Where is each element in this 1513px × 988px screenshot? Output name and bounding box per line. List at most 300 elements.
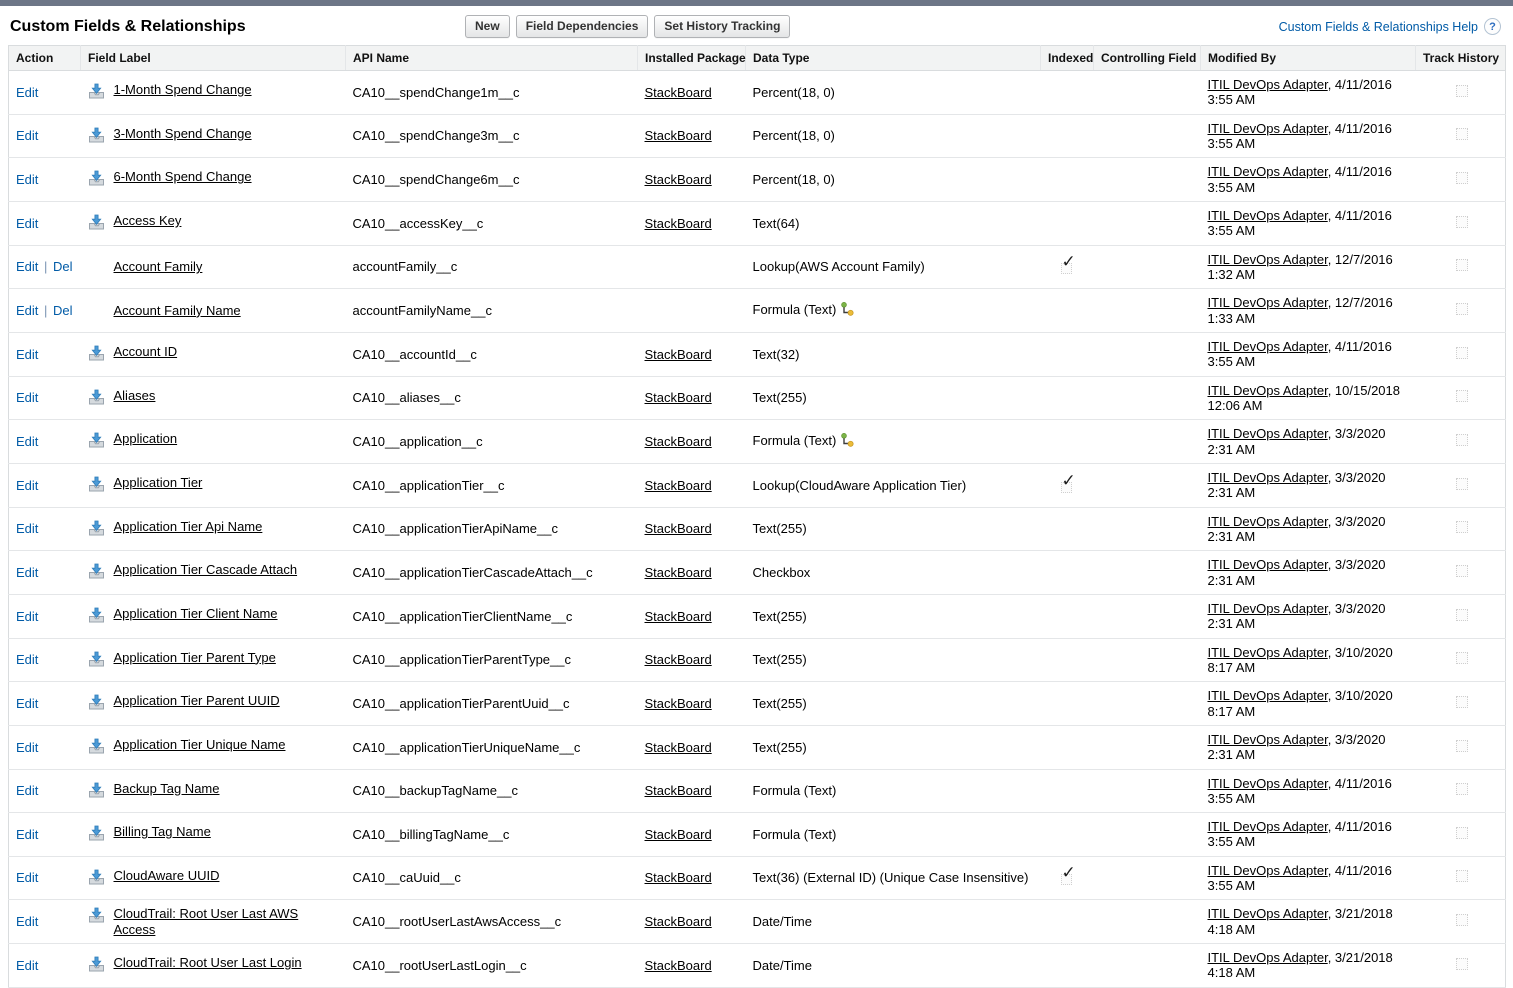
- page-title: Custom Fields & Relationships: [10, 17, 246, 35]
- modified-by-user-link[interactable]: ITIL DevOps Adapter: [1207, 77, 1328, 92]
- question-mark-icon[interactable]: ?: [1484, 18, 1501, 35]
- check-mark-icon: ✓: [1061, 252, 1076, 272]
- installed-package-link[interactable]: StackBoard: [644, 521, 712, 537]
- field-label-cell: [81, 551, 346, 595]
- column-header-data-type: Data Type: [746, 46, 1041, 71]
- track-history-checkbox[interactable]: [1456, 216, 1468, 228]
- installed-package-icon: [88, 650, 114, 670]
- edit-link[interactable]: Edit: [16, 914, 39, 930]
- field-label-link[interactable]: Backup Tag Name: [113, 780, 220, 796]
- edit-link[interactable]: Edit: [16, 390, 39, 406]
- track-history-cell: [1416, 245, 1506, 289]
- installed-package-cell: [638, 158, 746, 202]
- action-separator: |: [40, 259, 52, 275]
- track-history-checkbox[interactable]: [1456, 609, 1468, 621]
- field-label-link[interactable]: Access Key: [113, 213, 182, 229]
- column-header-api-name: API Name: [346, 46, 638, 71]
- installed-package-icon: [88, 213, 114, 233]
- data-type-text: Percent(18, 0): [752, 171, 835, 187]
- data-type-text: Text(255): [752, 608, 807, 624]
- modified-by-user-link[interactable]: ITIL DevOps Adapter: [1207, 382, 1328, 398]
- controlling-field-cell: [1094, 813, 1201, 857]
- installed-package-cell: [638, 71, 746, 115]
- action-cell: [9, 682, 81, 726]
- installed-package-cell: [638, 638, 746, 682]
- field-label-link[interactable]: 1-Month Spend Change: [113, 82, 252, 98]
- track-history-cell: [1416, 463, 1506, 507]
- edit-link[interactable]: Edit: [16, 957, 39, 973]
- track-history-cell: [1416, 638, 1506, 682]
- data-type-text: Text(255): [752, 521, 807, 537]
- edit-link[interactable]: Edit: [16, 433, 39, 449]
- api-name-cell: CA10__applicationTierUniqueName__c: [346, 725, 638, 769]
- field-label-link[interactable]: CloudTrail: Root User Last AWS Access: [113, 906, 299, 937]
- data-type-cell: [746, 638, 1041, 682]
- modified-by-cell: [1201, 158, 1416, 202]
- table-row: [9, 201, 1506, 245]
- installed-package-link[interactable]: StackBoard: [644, 477, 712, 493]
- field-label-cell: [81, 332, 346, 376]
- track-history-cell: [1416, 551, 1506, 595]
- field-label-wrap: [88, 259, 342, 274]
- controlling-field-cell: [1094, 944, 1201, 988]
- api-name-cell: CA10__rootUserLastAwsAccess__c: [346, 900, 638, 944]
- field-label-link[interactable]: Application Tier Parent UUID: [113, 693, 280, 709]
- field-label-link[interactable]: Application Tier Unique Name: [113, 737, 286, 752]
- field-label-cell: [81, 201, 346, 245]
- field-label-wrap: [88, 693, 342, 713]
- indexed-cell: [1041, 245, 1094, 289]
- table-header-row: [9, 46, 1506, 71]
- field-label-link[interactable]: Aliases: [113, 387, 156, 403]
- modified-by-user-link[interactable]: ITIL DevOps Adapter: [1207, 338, 1328, 354]
- field-label-link[interactable]: 3-Month Spend Change: [113, 125, 252, 141]
- table-row: [9, 376, 1506, 420]
- field-label-cell: [81, 158, 346, 202]
- modified-date-text: , 12/7/2016 1:32 AM: [1207, 251, 1393, 282]
- del-link[interactable]: Del: [53, 302, 73, 318]
- installed-package-cell: [638, 944, 746, 988]
- installed-package-link[interactable]: StackBoard: [644, 390, 712, 406]
- modified-by-cell: [1201, 245, 1416, 289]
- modified-date-text: , 3/3/2020 2:31 AM: [1207, 469, 1386, 501]
- modified-by-user-link[interactable]: ITIL DevOps Adapter: [1207, 688, 1328, 704]
- table-row: [9, 594, 1506, 638]
- track-history-checkbox[interactable]: [1456, 434, 1468, 446]
- installed-package-link[interactable]: StackBoard: [644, 870, 712, 886]
- table-row: [9, 332, 1506, 376]
- custom-fields-table: [8, 45, 1506, 988]
- edit-link[interactable]: Edit: [16, 870, 39, 886]
- modified-by-user-link[interactable]: ITIL DevOps Adapter: [1207, 469, 1328, 485]
- modified-by-user-link[interactable]: ITIL DevOps Adapter: [1207, 819, 1328, 835]
- data-type-cell: [746, 900, 1041, 944]
- column-header-modified-by: Modified By: [1201, 46, 1416, 71]
- installed-package-icon: [88, 955, 114, 975]
- toolbar: [465, 15, 790, 38]
- track-history-cell: [1416, 420, 1506, 464]
- field-label-cell: [81, 594, 346, 638]
- installed-package-icon: [88, 344, 114, 364]
- modified-by-cell: [1201, 420, 1416, 464]
- formula-reference-icon: [841, 304, 854, 319]
- track-history-checkbox[interactable]: [1456, 827, 1468, 839]
- api-name-cell: accountFamilyName__c: [346, 289, 638, 333]
- field-label-link[interactable]: Account Family: [113, 259, 203, 275]
- modified-by-cell: [1201, 682, 1416, 726]
- table-row: [9, 158, 1506, 202]
- table-row: [9, 900, 1506, 944]
- modified-by-cell: [1201, 944, 1416, 988]
- set-history-tracking-button[interactable]: Set History Tracking: [654, 15, 790, 38]
- table-row: [9, 551, 1506, 595]
- check-mark-icon: ✓: [1061, 470, 1076, 490]
- installed-package-link[interactable]: StackBoard: [644, 84, 712, 100]
- data-type-cell: [746, 856, 1041, 900]
- installed-package-icon: [88, 431, 114, 451]
- modified-by-user-link[interactable]: ITIL DevOps Adapter: [1207, 600, 1328, 616]
- track-history-cell: [1416, 332, 1506, 376]
- field-label-cell: [81, 725, 346, 769]
- controlling-field-cell: [1094, 71, 1201, 115]
- data-type-cell: [746, 725, 1041, 769]
- indexed-cell: [1041, 507, 1094, 551]
- api-name-cell: accountFamily__c: [346, 245, 638, 289]
- action-cell: [9, 158, 81, 202]
- track-history-checkbox[interactable]: [1456, 85, 1468, 97]
- track-history-checkbox[interactable]: [1456, 565, 1468, 577]
- track-history-checkbox[interactable]: [1456, 478, 1468, 490]
- field-dependencies-button[interactable]: Field Dependencies: [516, 15, 649, 38]
- track-history-cell: [1416, 376, 1506, 420]
- edit-link[interactable]: Edit: [16, 477, 39, 493]
- modified-date-text: , 10/15/2018 12:06 AM: [1207, 382, 1400, 413]
- track-history-cell: [1416, 158, 1506, 202]
- modified-by-cell: [1201, 856, 1416, 900]
- modified-by-user-link[interactable]: ITIL DevOps Adapter: [1207, 862, 1328, 878]
- installed-package-icon: [88, 126, 114, 146]
- field-label-wrap: [88, 126, 342, 146]
- action-cell: [9, 813, 81, 857]
- modified-date-text: , 3/3/2020 2:31 AM: [1207, 557, 1386, 588]
- table-row: [9, 289, 1506, 333]
- data-type-cell: [746, 420, 1041, 464]
- action-cell: [9, 769, 81, 813]
- field-label-cell: [81, 900, 346, 944]
- data-type-cell: [746, 769, 1041, 813]
- api-name-cell: CA10__applicationTierApiName__c: [346, 507, 638, 551]
- table-row: [9, 856, 1506, 900]
- field-label-wrap: [88, 475, 342, 495]
- modified-by-user-link[interactable]: ITIL DevOps Adapter: [1207, 513, 1328, 529]
- track-history-checkbox[interactable]: [1456, 172, 1468, 184]
- installed-package-link[interactable]: StackBoard: [644, 652, 712, 668]
- track-history-checkbox[interactable]: [1456, 128, 1468, 140]
- controlling-field-cell: [1094, 594, 1201, 638]
- installed-package-link[interactable]: StackBoard: [644, 433, 712, 449]
- track-history-checkbox[interactable]: [1456, 347, 1468, 359]
- field-label-wrap: [88, 562, 342, 582]
- installed-package-link[interactable]: StackBoard: [644, 215, 712, 231]
- edit-link[interactable]: Edit: [16, 346, 39, 362]
- edit-link[interactable]: Edit: [16, 608, 39, 624]
- field-label-link[interactable]: Application Tier: [113, 475, 203, 491]
- field-label-cell: [81, 463, 346, 507]
- field-label-cell: [81, 638, 346, 682]
- api-name-cell: CA10__caUuid__c: [346, 856, 638, 900]
- track-history-checkbox[interactable]: [1456, 783, 1468, 795]
- track-history-checkbox[interactable]: [1456, 870, 1468, 882]
- data-type-cell: [746, 944, 1041, 988]
- field-label-cell: [81, 114, 346, 158]
- installed-package-cell: [638, 114, 746, 158]
- controlling-field-cell: [1094, 245, 1201, 289]
- column-header-controlling-field: Controlling Field: [1094, 46, 1201, 71]
- data-type-cell: [746, 114, 1041, 158]
- installed-package-cell: [638, 856, 746, 900]
- track-history-checkbox[interactable]: [1456, 259, 1468, 271]
- track-history-checkbox[interactable]: [1456, 390, 1468, 402]
- modified-date-text: , 3/3/2020 2:31 AM: [1207, 426, 1386, 457]
- field-label-wrap: [88, 737, 342, 757]
- installed-package-icon: [88, 82, 114, 102]
- modified-date-text: , 12/7/2016 1:33 AM: [1207, 295, 1393, 326]
- indexed-cell: [1041, 463, 1094, 507]
- controlling-field-cell: [1094, 638, 1201, 682]
- installed-package-link[interactable]: StackBoard: [644, 739, 712, 755]
- table-row: [9, 944, 1506, 988]
- modified-date-text: , 4/11/2016 3:55 AM: [1207, 338, 1392, 370]
- modified-by-user-link[interactable]: ITIL DevOps Adapter: [1207, 120, 1328, 136]
- field-label-wrap: [88, 606, 342, 626]
- data-type-cell: [746, 245, 1041, 289]
- modified-by-user-link[interactable]: ITIL DevOps Adapter: [1207, 557, 1328, 573]
- data-type-cell: [746, 289, 1041, 333]
- action-cell: [9, 594, 81, 638]
- installed-package-cell: [638, 725, 746, 769]
- track-history-checkbox[interactable]: [1456, 652, 1468, 664]
- modified-by-user-link[interactable]: ITIL DevOps Adapter: [1207, 426, 1328, 442]
- track-history-cell: [1416, 900, 1506, 944]
- field-label-link[interactable]: Account Family Name: [113, 302, 241, 318]
- installed-package-link[interactable]: StackBoard: [644, 608, 712, 624]
- track-history-cell: [1416, 944, 1506, 988]
- indexed-cell: [1041, 158, 1094, 202]
- indexed-cell: [1041, 594, 1094, 638]
- modified-by-cell: [1201, 289, 1416, 333]
- field-label-wrap: [88, 303, 342, 318]
- indexed-cell: [1041, 856, 1094, 900]
- indexed-cell: [1041, 944, 1094, 988]
- field-label-wrap: [88, 824, 342, 844]
- track-history-checkbox[interactable]: [1456, 696, 1468, 708]
- track-history-checkbox[interactable]: [1456, 914, 1468, 926]
- controlling-field-cell: [1094, 420, 1201, 464]
- modified-by-cell: [1201, 114, 1416, 158]
- data-type-cell: [746, 71, 1041, 115]
- edit-link[interactable]: Edit: [16, 739, 39, 755]
- field-label-link[interactable]: Application Tier Parent Type: [113, 649, 276, 665]
- edit-link[interactable]: Edit: [16, 564, 39, 580]
- installed-package-link[interactable]: StackBoard: [644, 957, 712, 973]
- api-name-cell: CA10__billingTagName__c: [346, 813, 638, 857]
- api-name-cell: CA10__accessKey__c: [346, 201, 638, 245]
- data-type-text: Formula (Text): [752, 826, 837, 842]
- edit-link[interactable]: Edit: [16, 783, 39, 799]
- modified-by-user-link[interactable]: ITIL DevOps Adapter: [1207, 251, 1328, 267]
- track-history-checkbox[interactable]: [1456, 521, 1468, 533]
- modified-by-user-link[interactable]: ITIL DevOps Adapter: [1207, 207, 1328, 223]
- modified-by-user-link[interactable]: ITIL DevOps Adapter: [1207, 731, 1328, 747]
- indexed-cell: [1041, 420, 1094, 464]
- indexed-check-icon: [1060, 863, 1078, 885]
- edit-link[interactable]: Edit: [16, 128, 39, 144]
- controlling-field-cell: [1094, 682, 1201, 726]
- modified-by-user-link[interactable]: ITIL DevOps Adapter: [1207, 295, 1328, 311]
- installed-package-icon: [88, 781, 114, 801]
- modified-by-user-link[interactable]: ITIL DevOps Adapter: [1207, 906, 1328, 922]
- installed-package-icon: [88, 693, 114, 713]
- field-label-cell: [81, 245, 346, 289]
- data-type-text: Text(255): [752, 739, 807, 755]
- field-label-link[interactable]: Application Tier Api Name: [113, 518, 263, 534]
- installed-package-link[interactable]: StackBoard: [644, 128, 712, 144]
- action-cell: [9, 856, 81, 900]
- modified-by-cell: [1201, 551, 1416, 595]
- track-history-cell: [1416, 71, 1506, 115]
- action-cell: [9, 201, 81, 245]
- field-label-link[interactable]: Application Tier Client Name: [113, 606, 278, 622]
- data-type-cell: [746, 507, 1041, 551]
- installed-package-cell: [638, 463, 746, 507]
- field-label-cell: [81, 71, 346, 115]
- data-type-text: Text(36) (External ID) (Unique Case Insensitive): [752, 870, 1029, 886]
- modified-by-cell: [1201, 507, 1416, 551]
- field-label-cell: [81, 289, 346, 333]
- modified-date-text: , 4/11/2016 3:55 AM: [1207, 164, 1392, 195]
- column-header-indexed: Indexed: [1041, 46, 1094, 71]
- field-label-link[interactable]: Billing Tag Name: [113, 824, 211, 840]
- modified-by-user-link[interactable]: ITIL DevOps Adapter: [1207, 775, 1328, 791]
- api-name-cell: CA10__applicationTierParentUuid__c: [346, 682, 638, 726]
- installed-package-link[interactable]: StackBoard: [644, 695, 712, 711]
- modified-by-cell: [1201, 900, 1416, 944]
- api-name-cell: CA10__spendChange1m__c: [346, 71, 638, 115]
- icon-slot-empty: [88, 259, 114, 260]
- column-header-track-history: Track History: [1416, 46, 1506, 71]
- formula-reference-icon: [841, 435, 854, 450]
- track-history-cell: [1416, 114, 1506, 158]
- action-cell: [9, 900, 81, 944]
- field-label-wrap: [88, 955, 342, 975]
- data-type-text: Text(255): [752, 390, 807, 406]
- column-header-installed-package: Installed Package: [638, 46, 746, 71]
- edit-link[interactable]: Edit: [16, 84, 39, 100]
- edit-link[interactable]: Edit: [16, 171, 39, 187]
- edit-link[interactable]: Edit: [16, 695, 39, 711]
- installed-package-link[interactable]: StackBoard: [644, 171, 712, 187]
- table-row: [9, 638, 1506, 682]
- indexed-cell: [1041, 201, 1094, 245]
- field-label-wrap: [88, 82, 342, 102]
- field-label-wrap: [88, 344, 342, 364]
- track-history-checkbox[interactable]: [1456, 303, 1468, 315]
- field-label-link[interactable]: 6-Month Spend Change: [113, 169, 252, 185]
- modified-date-text: , 3/3/2020 2:31 AM: [1207, 513, 1386, 544]
- installed-package-link[interactable]: StackBoard: [644, 783, 712, 799]
- installed-package-link[interactable]: StackBoard: [644, 564, 712, 580]
- data-type-text: Text(255): [752, 652, 807, 668]
- modified-by-user-link[interactable]: ITIL DevOps Adapter: [1207, 950, 1328, 966]
- edit-link[interactable]: Edit: [16, 215, 39, 231]
- field-label-cell: [81, 376, 346, 420]
- column-header-field-label: Field Label: [81, 46, 346, 71]
- edit-link[interactable]: Edit: [16, 521, 39, 537]
- action-separator: |: [40, 302, 52, 318]
- installed-package-cell: [638, 900, 746, 944]
- table-row: [9, 114, 1506, 158]
- field-label-link[interactable]: Application: [113, 431, 178, 447]
- indexed-cell: [1041, 332, 1094, 376]
- indexed-cell: [1041, 376, 1094, 420]
- api-name-cell: CA10__spendChange6m__c: [346, 158, 638, 202]
- api-name-cell: CA10__backupTagName__c: [346, 769, 638, 813]
- field-label-link[interactable]: CloudTrail: Root User Last Login: [113, 955, 302, 971]
- data-type-cell: [746, 813, 1041, 857]
- installed-package-icon: [88, 737, 114, 757]
- modified-by-user-link[interactable]: ITIL DevOps Adapter: [1207, 164, 1328, 180]
- data-type-text: Lookup(CloudAware Application Tier): [752, 477, 967, 493]
- api-name-cell: CA10__aliases__c: [346, 376, 638, 420]
- track-history-cell: [1416, 201, 1506, 245]
- edit-link[interactable]: Edit: [16, 826, 39, 842]
- modified-date-text: , 3/21/2018 4:18 AM: [1207, 906, 1393, 937]
- column-header-action: Action: [9, 46, 81, 71]
- table-row: [9, 682, 1506, 726]
- installed-package-link[interactable]: StackBoard: [644, 826, 712, 842]
- field-label-link[interactable]: Application Tier Cascade Attach: [113, 562, 298, 578]
- edit-link[interactable]: Edit: [16, 302, 39, 318]
- table-row: [9, 507, 1506, 551]
- modified-by-user-link[interactable]: ITIL DevOps Adapter: [1207, 644, 1328, 660]
- modified-by-cell: [1201, 201, 1416, 245]
- indexed-check-icon: [1060, 470, 1078, 493]
- table-row: [9, 813, 1506, 857]
- field-label-cell: [81, 813, 346, 857]
- field-label-link[interactable]: CloudAware UUID: [113, 867, 220, 883]
- track-history-cell: [1416, 289, 1506, 333]
- edit-link[interactable]: Edit: [16, 652, 39, 668]
- new-button[interactable]: New: [465, 15, 510, 38]
- modified-date-text: , 3/10/2020 8:17 AM: [1207, 644, 1393, 675]
- edit-link[interactable]: Edit: [16, 259, 39, 275]
- data-type-text: Percent(18, 0): [752, 128, 835, 144]
- installed-package-link[interactable]: StackBoard: [644, 346, 712, 362]
- field-label-link[interactable]: Account ID: [113, 344, 178, 360]
- field-label-cell: [81, 420, 346, 464]
- field-label-cell: [81, 507, 346, 551]
- del-link[interactable]: Del: [53, 259, 73, 275]
- action-cell: [9, 376, 81, 420]
- track-history-checkbox[interactable]: [1456, 958, 1468, 970]
- installed-package-link[interactable]: StackBoard: [644, 914, 712, 930]
- help-link[interactable]: Custom Fields & Relationships Help: [1278, 19, 1478, 34]
- track-history-checkbox[interactable]: [1456, 740, 1468, 752]
- indexed-cell: [1041, 71, 1094, 115]
- action-cell: [9, 245, 81, 289]
- table-row: [9, 71, 1506, 115]
- action-cell: [9, 332, 81, 376]
